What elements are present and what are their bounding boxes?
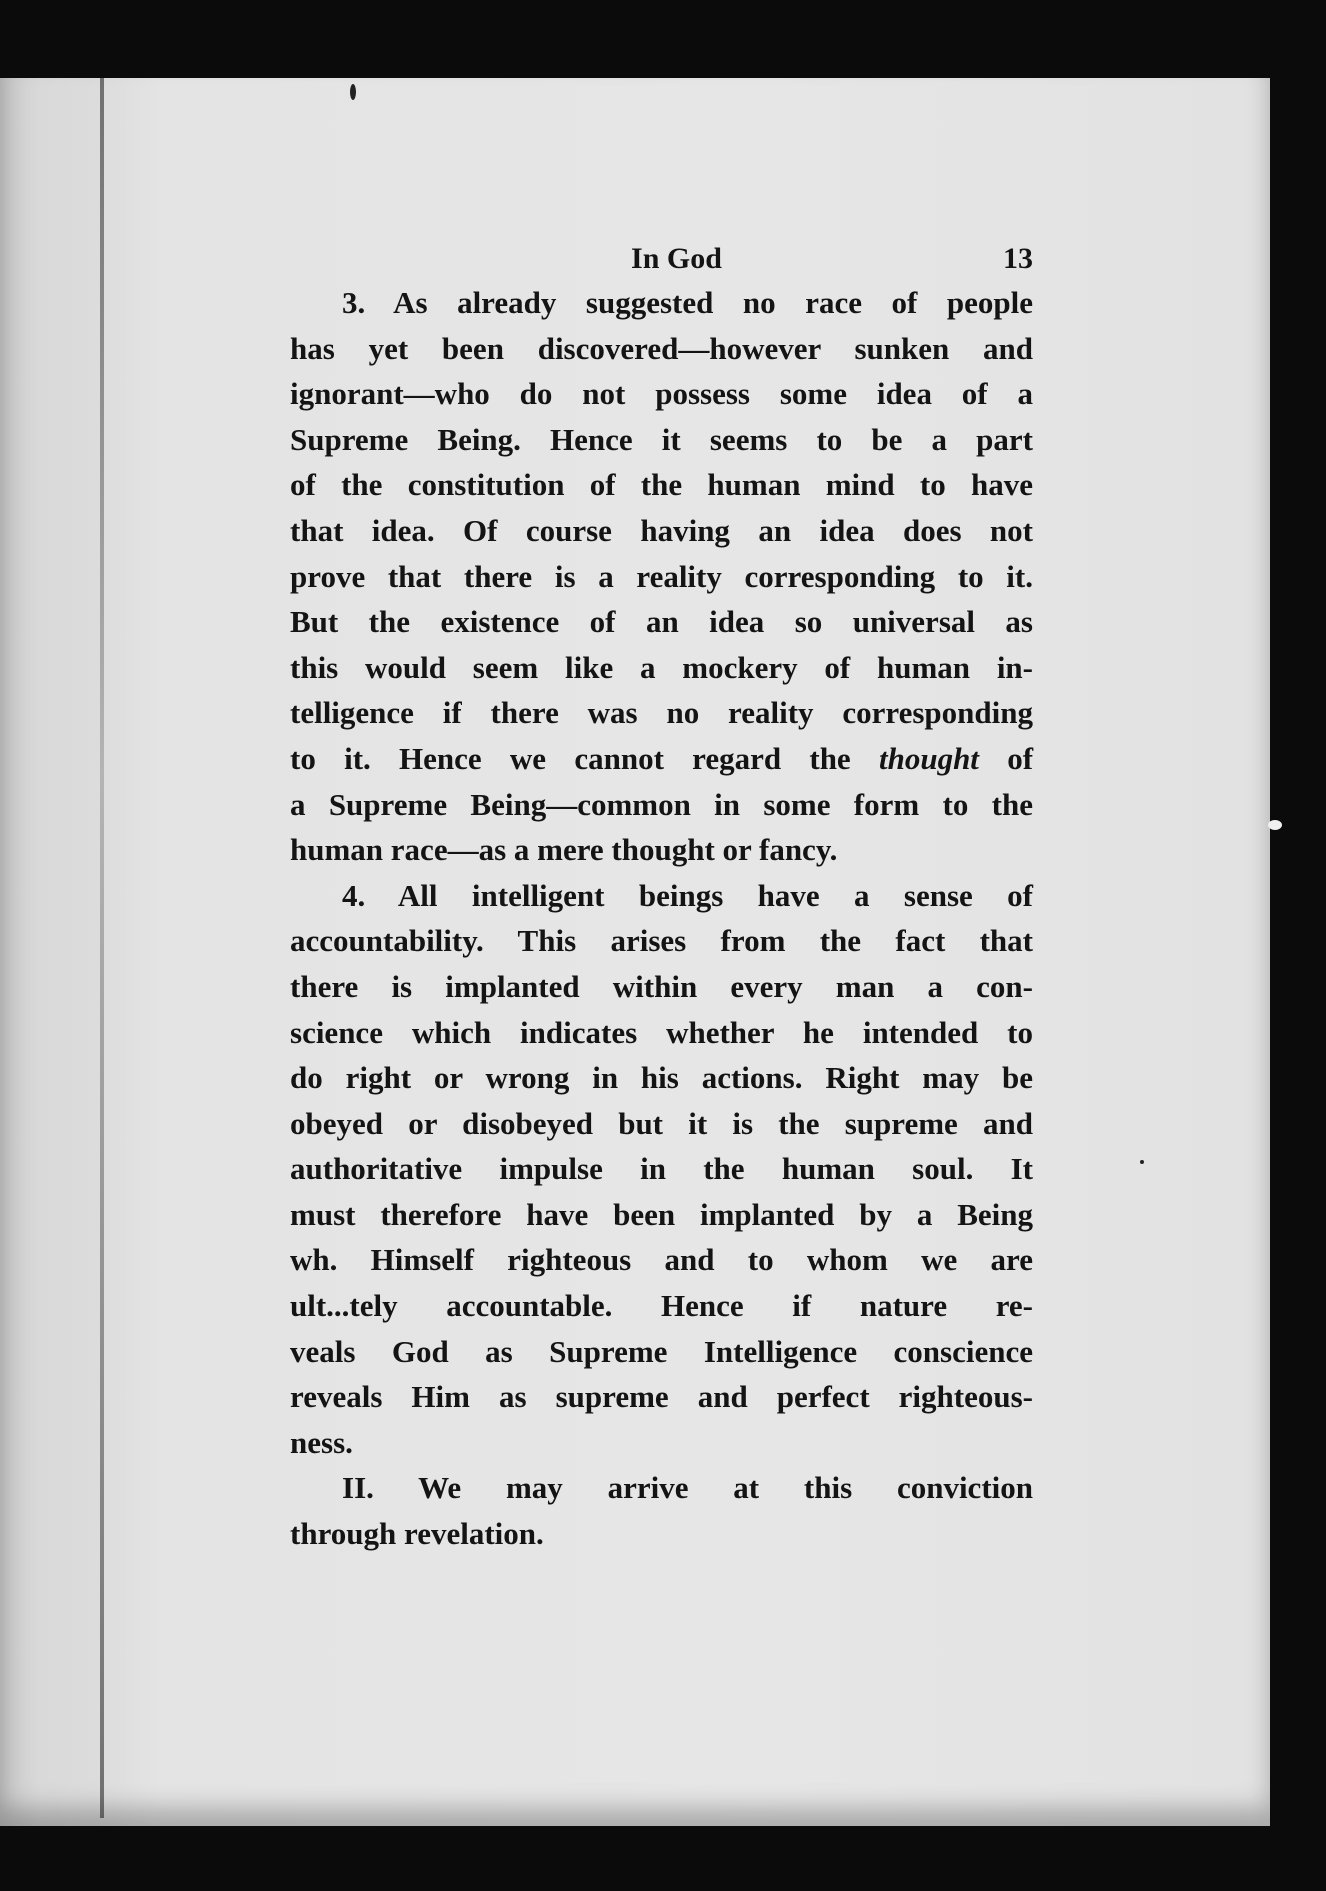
text-line: has yet been discovered—however sunken and <box>290 330 1033 366</box>
page-text <box>290 236 1033 1557</box>
paragraph-II <box>290 1465 1033 1556</box>
text-line: there is implanted within every man a con- <box>290 968 1033 1004</box>
text-line: ness. <box>290 1424 353 1460</box>
page-gutter-shadow <box>100 78 104 1818</box>
ink-speck <box>350 84 356 100</box>
text-line: prove that there is a reality corresponding to it. <box>290 558 1033 594</box>
text-line: do right or wrong in his actions. Right may be <box>290 1060 1033 1096</box>
text-line: veals God as Supreme Intelligence conscience <box>290 1333 1033 1369</box>
text-line: must therefore have been implanted by a Being <box>290 1196 1033 1232</box>
text-line: 4. All intelligent beings have a sense of <box>342 877 1033 913</box>
emphasized-word: thought <box>878 740 979 776</box>
text-line: ignorant—who do not possess some idea of a <box>290 376 1033 412</box>
text-line: human race—as a mere thought or fancy. <box>290 832 838 868</box>
running-head-title: In God <box>631 242 722 275</box>
text-line: telligence if there was no reality corresponding <box>290 695 1033 731</box>
text-line: that idea. Of course having an idea does not <box>290 512 1033 548</box>
text-line: of the constitution of the human mind to have <box>290 467 1033 503</box>
text-line: But the existence of an idea so universal as <box>290 604 1033 640</box>
text-line: this would seem like a mockery of human in- <box>290 649 1033 685</box>
ink-speck <box>1140 1160 1144 1164</box>
text-line-end: of <box>1007 740 1034 776</box>
text-line: II. We may arrive at this conviction <box>342 1470 1033 1506</box>
text-line: ult...tely accountable. Hence if nature re- <box>290 1288 1033 1324</box>
text-line: authoritative impulse in the human soul. It <box>290 1151 1033 1187</box>
text-line: wh. Himself righteous and to whom we are <box>290 1242 1033 1278</box>
text-line-start: to it. Hence we cannot regard the <box>290 740 851 776</box>
ink-speck <box>1268 820 1282 830</box>
paragraph-4 <box>290 873 1033 1466</box>
paragraph-3 <box>290 280 1033 873</box>
text-line: 3. As already suggested no race of people <box>342 285 1033 320</box>
text-line-with-emphasis <box>290 736 1033 782</box>
running-head <box>290 236 1033 280</box>
text-line: reveals Him as supreme and perfect righteous- <box>290 1379 1033 1415</box>
text-line: through revelation. <box>290 1516 544 1552</box>
text-line: obeyed or disobeyed but it is the supreme and <box>290 1105 1033 1141</box>
text-line: science which indicates whether he intended to <box>290 1014 1033 1050</box>
text-line: a Supreme Being—common in some form to the <box>290 786 1033 822</box>
page-number: 13 <box>1003 242 1033 275</box>
text-line: Supreme Being. Hence it seems to be a part <box>290 421 1033 457</box>
text-line: accountability. This arises from the fact that <box>290 923 1033 959</box>
